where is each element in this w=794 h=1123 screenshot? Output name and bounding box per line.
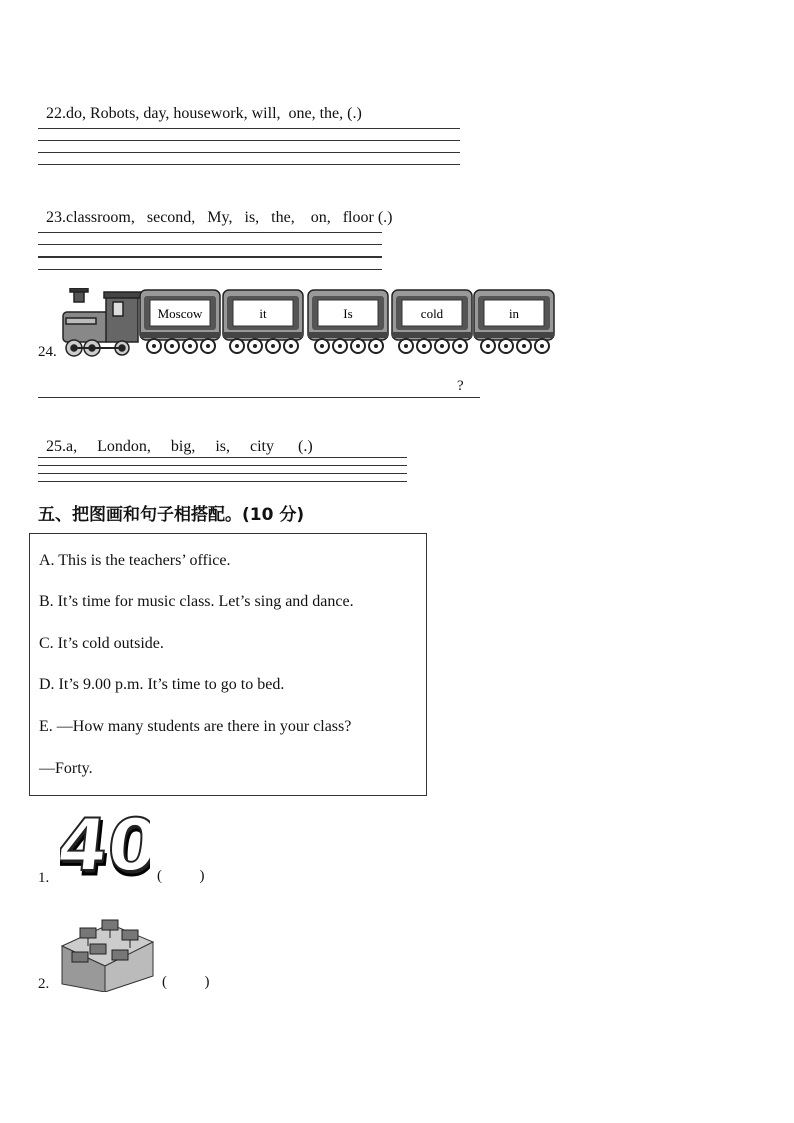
question-25 [38,420,313,456]
svg-text:40: 40 [60,808,150,886]
picture-number: 1. [38,870,50,886]
option-e: E. —How many students are there in your class? [39,718,352,735]
section-title: 五、把图画和句子相搭配。(10 分) [38,505,305,525]
question-text: do, Robots, day, housework, will, one, the, (.) [66,105,362,122]
train-car-word: cold [420,306,444,321]
train-car-word: in [508,306,520,321]
answer-lines-23[interactable] [38,232,382,281]
question-mark: ? [457,378,464,394]
number-forty-image [60,804,150,886]
question-text: classroom, second, My, is, the, on, floor (.) [66,209,393,226]
train-car-word: Moscow [157,306,203,321]
train-car [140,290,220,353]
option-a: A. This is the teachers’ office. [39,552,231,569]
option-e-answer: —Forty. [39,760,93,777]
train-car [223,290,303,353]
train-picture [60,288,560,360]
question-number: 24. [38,344,57,360]
answer-paren[interactable]: ( ) [162,974,210,990]
option-b: B. It’s time for music class. Let’s sing and dance. [39,593,354,610]
question-text: a, London, big, is, city (.) [66,438,313,455]
classroom-desks-image [60,906,155,992]
answer-lines-25[interactable] [38,457,407,493]
train-car [392,290,472,353]
question-number: 25. [46,438,66,455]
option-d: D. It’s 9.00 p.m. It’s time to go to bed. [39,676,285,693]
train-car [308,290,388,353]
picture-number: 2. [38,976,50,992]
question-22 [38,87,362,123]
train-car-word: it [259,306,267,321]
sentence-options-box [29,533,427,796]
train-car-word: Is [343,306,353,321]
answer-lines-22[interactable] [38,128,460,176]
option-c: C. It’s cold outside. [39,635,164,652]
answer-line-24[interactable] [38,397,480,409]
answer-paren[interactable]: ( ) [157,868,205,884]
question-number: 23. [46,209,66,226]
locomotive-icon [63,288,142,356]
svg-text:40: 40 [60,804,150,886]
train-car [474,290,554,353]
question-number: 22. [46,105,66,122]
question-23 [38,191,392,227]
